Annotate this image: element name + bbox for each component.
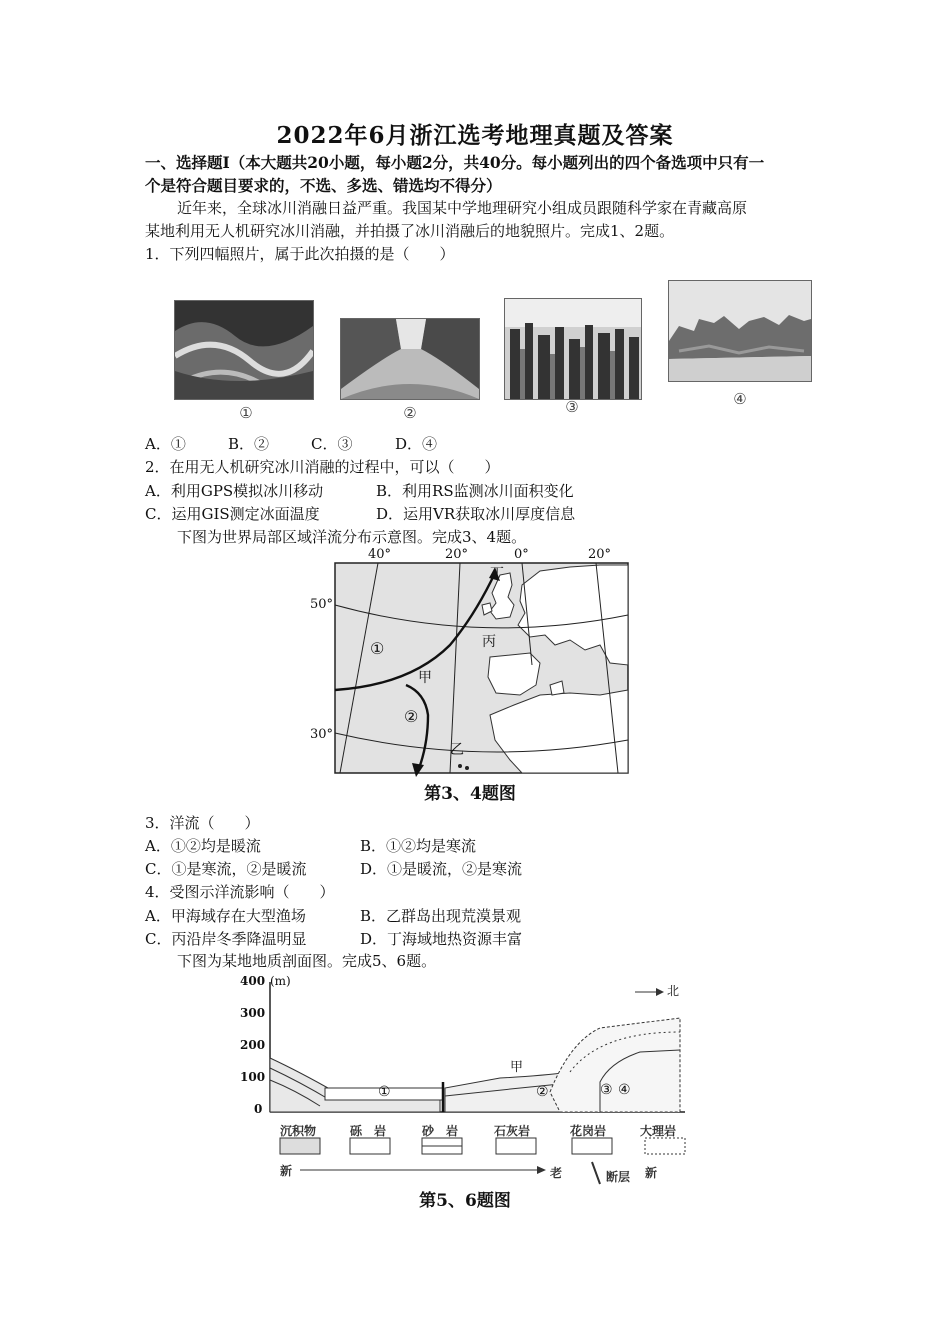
y-tick-300: 300 bbox=[240, 1006, 266, 1020]
q2-option-b[interactable]: B．利用RS监测冰川面积变化 bbox=[376, 482, 574, 500]
intro-line2: 某地利用无人机研究冰川消融，并拍摄了冰川消融后的地貌照片。完成1、2题。 bbox=[145, 222, 675, 240]
photo-label-1: ① bbox=[239, 404, 253, 422]
y-unit: (m) bbox=[270, 974, 291, 988]
legend-swatch-granite bbox=[572, 1138, 612, 1154]
fault-legend-label: 断层 bbox=[606, 1170, 631, 1184]
legend-sandstone: 砂 岩 bbox=[422, 1124, 459, 1138]
lon-label-20e: 20° bbox=[588, 547, 612, 562]
place-label-jia: 甲 bbox=[510, 1060, 524, 1075]
section-heading-line2: 个是符合题目要求的，不选、多选、错选均不得分） bbox=[145, 176, 502, 195]
profile-caption: 第5、6题图 bbox=[419, 1191, 511, 1211]
layer-label-4: ④ bbox=[618, 1082, 631, 1098]
profile-intro: 下图为某地地质剖面图。完成5、6题。 bbox=[177, 952, 437, 970]
legend-conglomerate: 砾 岩 bbox=[350, 1124, 387, 1138]
legend-sediment: 沉积物 bbox=[280, 1124, 317, 1138]
photo-3-stone-forest bbox=[504, 298, 642, 400]
q2-option-a[interactable]: A．利用GPS模拟冰川移动 bbox=[145, 482, 324, 500]
legend-limestone: 石灰岩 bbox=[494, 1124, 531, 1138]
photo-1-sand-dunes bbox=[174, 300, 314, 400]
map-intro: 下图为世界局部区域洋流分布示意图。完成3、4题。 bbox=[177, 528, 527, 546]
q2-option-c[interactable]: C．运用GIS测定冰面温度 bbox=[145, 505, 320, 523]
q1-stem: 1．下列四幅照片，属于此次拍摄的是（ ） bbox=[145, 245, 455, 263]
q4-option-a[interactable]: A．甲海域存在大型渔场 bbox=[145, 907, 306, 925]
q3-option-d[interactable]: D．①是暖流，②是寒流 bbox=[360, 860, 523, 878]
q2-option-d[interactable]: D．运用VR获取冰川厚度信息 bbox=[376, 505, 576, 523]
ocean-current-map bbox=[300, 545, 640, 807]
q3-stem: 3．洋流（ ） bbox=[145, 814, 260, 832]
q4-option-d[interactable]: D．丁海域地热资源丰富 bbox=[360, 930, 523, 948]
place-ding: 丁 bbox=[490, 566, 504, 582]
photo-4-yardang bbox=[668, 280, 812, 382]
q4-option-b[interactable]: B．乙群岛出现荒漠景观 bbox=[360, 907, 522, 925]
q4-option-c[interactable]: C．丙沿岸冬季降温明显 bbox=[145, 930, 307, 948]
q1-option-c[interactable]: C．③ bbox=[311, 435, 353, 453]
q3-option-c[interactable]: C．①是寒流，②是暖流 bbox=[145, 860, 307, 878]
q1-option-d[interactable]: D．④ bbox=[395, 435, 438, 453]
y-tick-0: 0 bbox=[254, 1102, 263, 1116]
q1-option-a[interactable]: A．① bbox=[145, 435, 186, 453]
legend-swatch-marble bbox=[645, 1138, 685, 1154]
geologic-profile bbox=[240, 972, 690, 1212]
photo-label-2: ② bbox=[403, 404, 417, 422]
lon-label-20w: 20° bbox=[445, 547, 469, 562]
layer-label-1: ① bbox=[378, 1084, 391, 1100]
photo-label-3: ③ bbox=[565, 398, 579, 416]
lat-label-50: 50° bbox=[310, 597, 334, 612]
current-label-1: ① bbox=[370, 639, 385, 658]
layer-label-3: ③ bbox=[600, 1082, 613, 1098]
y-tick-200: 200 bbox=[240, 1038, 266, 1052]
legend-swatch-conglomerate bbox=[350, 1138, 390, 1154]
q3-option-a[interactable]: A．①②均是暖流 bbox=[145, 837, 261, 855]
legend-swatch-sediment bbox=[280, 1138, 320, 1154]
section-heading-line1: 一、选择题Ⅰ（本大题共20小题，每小题2分，共40分。每小题列出的四个备选项中只有一 bbox=[145, 153, 765, 172]
legend-marble: 大理岩 bbox=[640, 1124, 677, 1138]
layer-label-2: ② bbox=[536, 1084, 549, 1100]
q2-stem: 2．在用无人机研究冰川消融的过程中，可以（ ） bbox=[145, 458, 500, 476]
section-heading bbox=[145, 151, 815, 197]
age-new-label: 新 bbox=[280, 1164, 293, 1178]
age-old-label: 老 bbox=[550, 1166, 563, 1180]
y-tick-100: 100 bbox=[240, 1070, 266, 1084]
q3-option-b[interactable]: B．①②均是寒流 bbox=[360, 837, 477, 855]
intro-line1: 近年来，全球冰川消融日益严重。我国某中学地理研究小组成员跟随科学家在青藏高原 bbox=[177, 199, 748, 217]
photo-strip bbox=[160, 278, 840, 428]
place-jia: 甲 bbox=[418, 670, 432, 686]
photo-2-u-valley bbox=[340, 318, 480, 400]
current-label-2: ② bbox=[404, 707, 419, 726]
photo-label-4: ④ bbox=[733, 390, 747, 408]
map-caption: 第3、4题图 bbox=[424, 784, 516, 804]
lat-label-30: 30° bbox=[310, 727, 334, 742]
legend-granite: 花岗岩 bbox=[570, 1124, 607, 1138]
q4-stem: 4．受图示洋流影响（ ） bbox=[145, 883, 335, 901]
y-tick-400: 400 bbox=[240, 974, 266, 988]
page-title: 2022年6月浙江选考地理真题及答案 bbox=[276, 122, 674, 149]
north-label: 北 bbox=[667, 984, 680, 998]
place-yi: 乙 bbox=[450, 742, 464, 758]
q1-option-b[interactable]: B．② bbox=[228, 435, 270, 453]
age-new-label-2: 新 bbox=[645, 1166, 658, 1180]
place-bing: 丙 bbox=[482, 634, 496, 650]
lon-label-0: 0° bbox=[514, 547, 529, 562]
legend-swatch-limestone bbox=[496, 1138, 536, 1154]
lon-label-40: 40° bbox=[368, 547, 392, 562]
